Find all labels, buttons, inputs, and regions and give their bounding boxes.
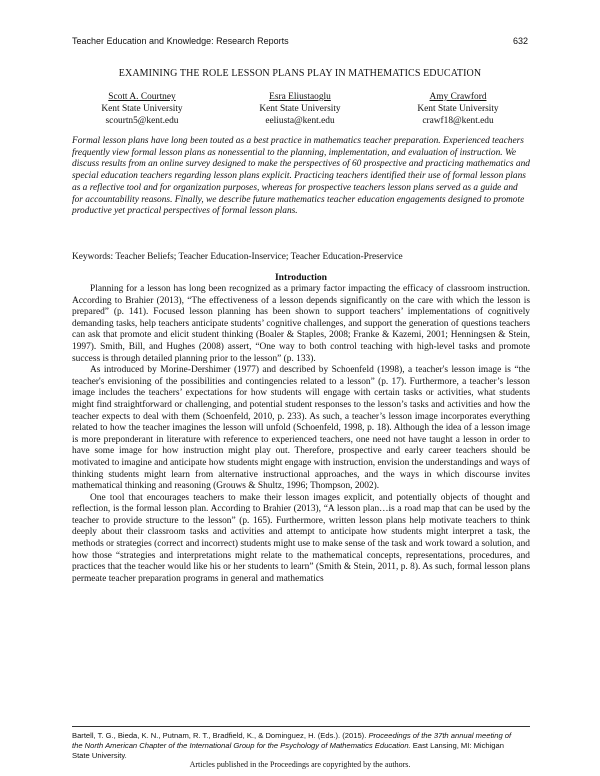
abstract: Formal lesson plans have long been touted as a best practice in mathematics teacher preparation. Experienced teachers frequently view formal lesson plans as nonessential to the planning, implementation, and evaluation of instruction. We discuss results from an online survey designed to make the perspectives of 60 prospective and practicing mathematics and special education teachers regarding lesson plans explicit. Practicing teachers identified their use of formal lesson plans as a reflective tool and for organization purposes, whereas for prospective teachers lesson plans served as a guide and for accountability reasons. Finally, we describe future mathematics teacher education engagements designed to promote productive yet practical perspectives of formal lesson plans. (72, 136, 530, 217)
author-affiliation: Kent State University (259, 104, 341, 114)
author-affiliation: Kent State University (101, 104, 183, 114)
body-paragraph: As introduced by Morine-Dershimer (1977) and described by Schoenfeld (1998), a teacher's lesson image is “the teacher's envisioning of the possibilities and contingencies related to a lesson” (p. 17). Furthermore, a teacher’s lesson image includes the teachers’ expectations for how students will engage with certain tasks or activities, what students might find straightforward or challenging, and potential student responses to the lesson’s tasks and activities and how the teacher expects to deal with them (Schoenfeld, 2010, p. 233). As such, a teacher’s lesson image incorporates everything related to how the teacher imagines the lesson will unfold (Schoenfeld, 1998, p. 18). Although the idea of a lesson image is more preponderant in literature with reference to experienced teachers, one need not have taught a lesson in order to have some image for how instruction might play out. Therefore, prospective and early career teachers should be motivated to imagine and anticipate how students might engage with instruction, envision the understandings and ways of thinking students might learn from alternative instructional approaches, and the ways in which discourse invites mathematical thinking and reasoning (Grouws & Shultz, 1996; Thompson, 2002). (72, 365, 530, 492)
author-affiliation: Kent State University (417, 104, 499, 114)
footnote-divider (72, 726, 530, 727)
author-2 (230, 91, 370, 127)
footnote-publisher: East Lansing, MI: Michigan State University. (72, 741, 504, 760)
paper-title: EXAMINING THE ROLE LESSON PLANS PLAY IN MATHEMATICS EDUCATION (118, 68, 482, 79)
keywords: Keywords: Teacher Beliefs; Teacher Education-Inservice; Teacher Education-Preservice (72, 252, 403, 262)
author-1 (72, 91, 212, 127)
footnote-citation: Bartell, T. G., Bieda, K. N., Putnam, R. T., Bradfield, K., & Dominguez, H. (Eds.). (2015). (72, 731, 367, 740)
section-heading-introduction: Introduction (274, 272, 328, 283)
page-number: 632 (512, 36, 528, 46)
author-name: Scott A. Courtney (108, 92, 176, 102)
body-text (72, 284, 530, 585)
author-email: crawf18@kent.edu (422, 116, 494, 126)
journal-name: Teacher Education and Knowledge: Research Reports (72, 36, 289, 46)
footnote-proceedings: Proceedings of the 37th annual meeting of the North American Chapter of the International Group for the Psychology of Mathematics Education. (72, 731, 512, 750)
body-paragraph: Planning for a lesson has long been recognized as a primary factor impacting the efficacy of classroom instruction. According to Brahier (2013), “The effectiveness of a lesson depends significantly on the care with which the lesson is prepared” (p. 141). Focused lesson planning has been shown to support teachers’ implementations of cognitively demanding tasks, help teachers anticipate students’ cognitive challenges, and support the generation of questions teachers can ask that promote and elicit student thinking (Boaler & Staples, 2008; Franke & Kazemi, 2001; Henningsen & Stein, 1997). Smith, Bill, and Hughes (2008) assert, “One way to both control teaching with high-level tasks and promote success is through detailed planning prior to the lesson” (p. 133). (72, 284, 530, 364)
body-paragraph: One tool that encourages teachers to make their lesson images explicit, and potentially objects of thought and reflection, is the formal lesson plan. According to Brahier (2013), “A lesson plan…is a road map that can be used by the teacher to provide structure to the lesson” (p. 165). Furthermore, written lesson plans help motivate teachers to think deeply about their classroom tasks and activities and attempt to anticipate how students might interpret a task, the methods or strategies (correct and incorrect) students might use to make sense of the task and work toward a solution, and how those “strategies and interpretations might relate to the mathematical concepts, representations, procedures, and practices that the teacher would like his or her students to learn” (Smith & Stein, 2011, p. 8). As such, formal lesson plans permeate teacher preparation programs in general and mathematics (72, 492, 530, 584)
author-3 (388, 91, 528, 127)
author-name: Esra Eliustaoglu (269, 92, 331, 102)
author-block (72, 91, 528, 127)
author-name: Amy Crawford (429, 92, 487, 102)
footnote (72, 731, 512, 761)
author-email: scourtn5@kent.edu (105, 116, 179, 126)
running-header (72, 36, 528, 46)
author-email: eeliusta@kent.edu (265, 116, 335, 126)
copyright-note: Articles published in the Proceedings are copyrighted by the authors. (189, 760, 411, 769)
